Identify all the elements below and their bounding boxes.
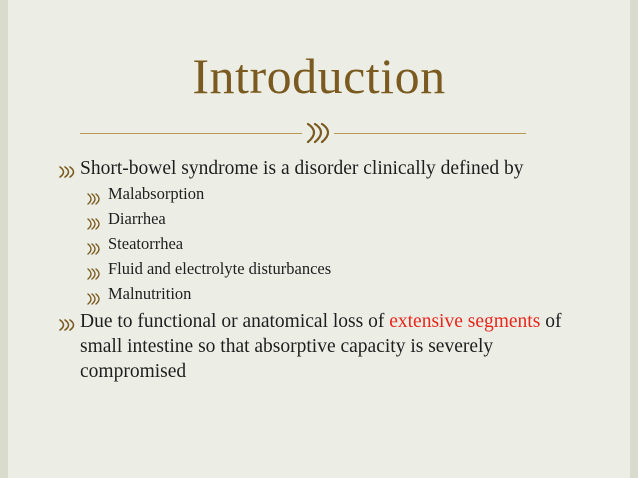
title-divider-right bbox=[334, 133, 526, 134]
double-chevron-leaf-icon bbox=[58, 161, 76, 175]
bullet-item bbox=[58, 309, 578, 384]
slide-title: Introduction bbox=[192, 48, 446, 104]
double-chevron-leaf-icon bbox=[304, 116, 334, 148]
sub-bullet-text: Fluid and electrolyte disturbances bbox=[108, 259, 332, 278]
title-divider-left bbox=[80, 133, 302, 134]
sub-bullet-text: Malnutrition bbox=[108, 284, 192, 303]
sub-bullet-text: Diarrhea bbox=[108, 209, 166, 228]
bullet-item bbox=[58, 156, 578, 181]
sub-bullet-item bbox=[58, 181, 578, 206]
double-chevron-leaf-icon bbox=[86, 212, 102, 224]
sub-bullet-item bbox=[58, 256, 578, 281]
sub-bullet-text: Malabsorption bbox=[108, 184, 205, 203]
bullet-text: Short-bowel syndrome is a disorder clinically defined by bbox=[80, 158, 524, 179]
sub-bullet-item bbox=[58, 206, 578, 231]
double-chevron-leaf-icon bbox=[86, 262, 102, 274]
bullet-text-before: Due to functional or anatomical loss of bbox=[80, 311, 390, 332]
sub-bullet-item bbox=[58, 231, 578, 256]
sub-bullet-text: Steatorrhea bbox=[108, 234, 184, 253]
double-chevron-leaf-icon bbox=[86, 287, 102, 299]
bullet-text-after: of small intestine so that absorptive capacity is severely compromised bbox=[80, 311, 562, 382]
bullet-text-highlight: extensive segments bbox=[389, 311, 541, 332]
slide-body bbox=[58, 156, 578, 384]
double-chevron-leaf-icon bbox=[58, 314, 76, 328]
double-chevron-leaf-icon bbox=[86, 237, 102, 249]
sub-bullet-item bbox=[58, 281, 578, 306]
double-chevron-leaf-icon bbox=[86, 187, 102, 199]
